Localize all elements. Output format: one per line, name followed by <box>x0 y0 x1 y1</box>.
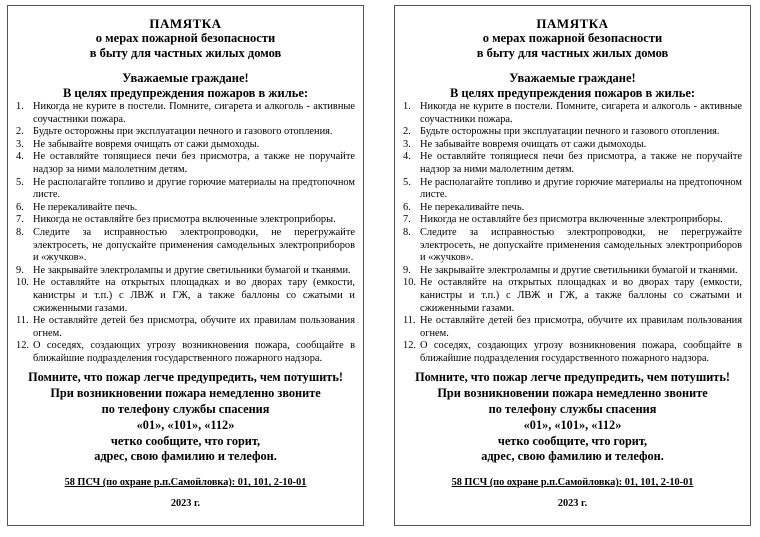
closing-block <box>16 370 355 465</box>
greeting-block <box>16 71 355 100</box>
rule-text: Никогда не оставляйте без присмотра включенные электроприборы. <box>420 214 723 226</box>
rule-number: 9. <box>16 264 24 276</box>
fire-station-contact: 58 ПСЧ (по охране р.п.Самойловка): 01, 101, 2-10-01 <box>64 477 307 489</box>
list-item <box>16 177 355 202</box>
list-item <box>16 340 355 365</box>
rule-number: 8. <box>403 226 411 238</box>
list-item <box>16 101 355 126</box>
memo-title <box>403 16 742 61</box>
greeting: Уважаемые граждане! <box>509 71 636 85</box>
closing-line: по телефону службы спасения <box>488 402 657 417</box>
list-item <box>16 126 355 139</box>
fire-station-contact: 58 ПСЧ (по охране р.п.Самойловка): 01, 101, 2-10-01 <box>451 477 694 489</box>
memo-sheet-left <box>7 5 364 526</box>
list-item <box>16 277 355 315</box>
year: 2023 г. <box>170 498 201 510</box>
list-item <box>403 151 742 176</box>
rule-number: 2. <box>16 126 24 138</box>
rule-number: 5. <box>16 176 24 188</box>
rule-number: 4. <box>16 151 24 163</box>
rule-text: О соседях, создающих угрозу возникновения пожара, сообщайте в ближайшие подразделения государственного пожарного надзора. <box>420 340 742 364</box>
list-item <box>16 227 355 265</box>
closing-line: четко сообщите, что горит, <box>497 433 648 448</box>
closing-line: адрес, свою фамилию и телефон. <box>94 449 277 464</box>
title-line: о мерах пожарной безопасности <box>95 31 276 45</box>
rule-number: 12. <box>16 340 29 352</box>
emergency-numbers: «01», «101», «112» <box>523 417 622 432</box>
memo-sheet-right <box>394 5 751 526</box>
rule-number: 6. <box>16 201 24 213</box>
rule-text: Следите за исправностью электропроводки, не перегружайте электросеть, не допускайте применения самодельных электроприборов и «жучков». <box>420 226 742 264</box>
rule-number: 7. <box>403 214 411 226</box>
rule-number: 2. <box>403 126 411 138</box>
emergency-numbers: «01», «101», «112» <box>136 417 235 432</box>
rule-text: Никогда не курите в постели. Помните, сигарета и алкоголь - активные соучастники пожара. <box>33 101 355 125</box>
rule-text: Не оставляйте на открытых площадках и во дворах тару (емкости, канистры и т.п.) с ЛВЖ и ГЖ, а также баллоны со сжатыми и сжиженными газами. <box>33 277 355 314</box>
rule-text: Никогда не курите в постели. Помните, сигарета и алкоголь - активные соучастники пожара. <box>420 101 742 125</box>
rule-text: Не закрывайте электролампы и другие светильники бумагой и тканями. <box>33 264 351 276</box>
rule-text: О соседях, создающих угрозу возникновения пожара, сообщайте в ближайшие подразделения государственного пожарного надзора. <box>33 340 355 364</box>
list-item <box>403 202 742 215</box>
list-item <box>403 340 742 365</box>
rule-number: 1. <box>403 101 411 112</box>
closing-line: адрес, свою фамилию и телефон. <box>481 449 664 464</box>
rule-text: Не оставляйте детей без присмотра, обучите их правилам пользования огнем. <box>33 315 355 339</box>
rule-number: 11. <box>403 315 416 327</box>
list-item <box>403 101 742 126</box>
rule-text: Не перекаливайте печь. <box>33 201 138 213</box>
rules-list <box>16 101 355 365</box>
rule-text: Не перекаливайте печь. <box>420 201 525 213</box>
purpose-heading: В целях предупреждения пожаров в жилье: <box>62 85 309 100</box>
rule-text: Не оставляйте топящиеся печи без присмотра, а также не поручайте надзор за ними малолетним детям. <box>420 151 742 175</box>
year: 2023 г. <box>557 498 588 510</box>
rule-number: 6. <box>403 201 411 213</box>
rule-number: 3. <box>16 138 24 150</box>
rule-number: 10. <box>403 277 416 289</box>
closing-line: Помните, что пожар легче предупредить, чем потушить! <box>415 370 730 385</box>
list-item <box>403 315 742 340</box>
list-item <box>403 265 742 278</box>
rule-number: 3. <box>403 138 411 150</box>
list-item <box>403 126 742 139</box>
rule-text: Не оставляйте детей без присмотра, обучите их правилам пользования огнем. <box>420 315 742 339</box>
list-item <box>16 315 355 340</box>
rule-number: 4. <box>403 151 411 163</box>
closing-block <box>403 370 742 465</box>
rule-text: Будьте осторожны при эксплуатации печного и газового отопления. <box>420 126 720 138</box>
rule-text: Следите за исправностью электропроводки, не перегружайте электросеть, не допускайте применения самодельных электроприборов и «жучков». <box>33 226 355 264</box>
list-item <box>403 214 742 227</box>
closing-line: по телефону службы спасения <box>101 402 270 417</box>
rule-text: Будьте осторожны при эксплуатации печного и газового отопления. <box>33 126 333 138</box>
greeting: Уважаемые граждане! <box>122 71 249 85</box>
rule-number: 11. <box>16 315 29 327</box>
rule-number: 7. <box>16 214 24 226</box>
title-line: в быту для частных жилых домов <box>89 46 282 60</box>
purpose-heading: В целях предупреждения пожаров в жилье: <box>449 85 696 100</box>
rule-number: 10. <box>16 277 29 289</box>
rule-number: 1. <box>16 101 24 112</box>
list-item <box>16 202 355 215</box>
rule-text: Не забывайте вовремя очищать от сажи дымоходы. <box>420 138 647 150</box>
list-item <box>16 265 355 278</box>
memo-title <box>16 16 355 61</box>
list-item <box>403 227 742 265</box>
closing-line: При возникновении пожара немедленно звоните <box>437 386 708 401</box>
list-item <box>403 277 742 315</box>
list-item <box>16 139 355 152</box>
title-line: ПАМЯТКА <box>149 16 222 31</box>
rule-text: Не оставляйте топящиеся печи без присмотра, а также не поручайте надзор за ними малолетним детям. <box>33 151 355 175</box>
rule-text: Не закрывайте электролампы и другие светильники бумагой и тканями. <box>420 264 738 276</box>
rule-text: Не оставляйте на открытых площадках и во дворах тару (емкости, канистры и т.п.) с ЛВЖ и ГЖ, а также баллоны со сжатыми и сжиженными газами. <box>420 277 742 314</box>
list-item <box>403 139 742 152</box>
list-item <box>16 151 355 176</box>
title-line: ПАМЯТКА <box>536 16 609 31</box>
list-item <box>16 214 355 227</box>
closing-line: При возникновении пожара немедленно звоните <box>50 386 321 401</box>
rule-number: 9. <box>403 264 411 276</box>
title-line: в быту для частных жилых домов <box>476 46 669 60</box>
rule-text: Не располагайте топливо и другие горючие материалы на предтопочном листе. <box>420 176 742 201</box>
rule-number: 12. <box>403 340 416 352</box>
closing-line: четко сообщите, что горит, <box>110 433 261 448</box>
rules-list <box>403 101 742 365</box>
rule-text: Не располагайте топливо и другие горючие материалы на предтопочном листе. <box>33 176 355 201</box>
rule-text: Не забывайте вовремя очищать от сажи дымоходы. <box>33 138 260 150</box>
rule-number: 8. <box>16 226 24 238</box>
greeting-block <box>403 71 742 100</box>
list-item <box>403 177 742 202</box>
closing-line: Помните, что пожар легче предупредить, чем потушить! <box>28 370 343 385</box>
title-line: о мерах пожарной безопасности <box>482 31 663 45</box>
rule-number: 5. <box>403 176 411 188</box>
rule-text: Никогда не оставляйте без присмотра включенные электроприборы. <box>33 214 336 226</box>
